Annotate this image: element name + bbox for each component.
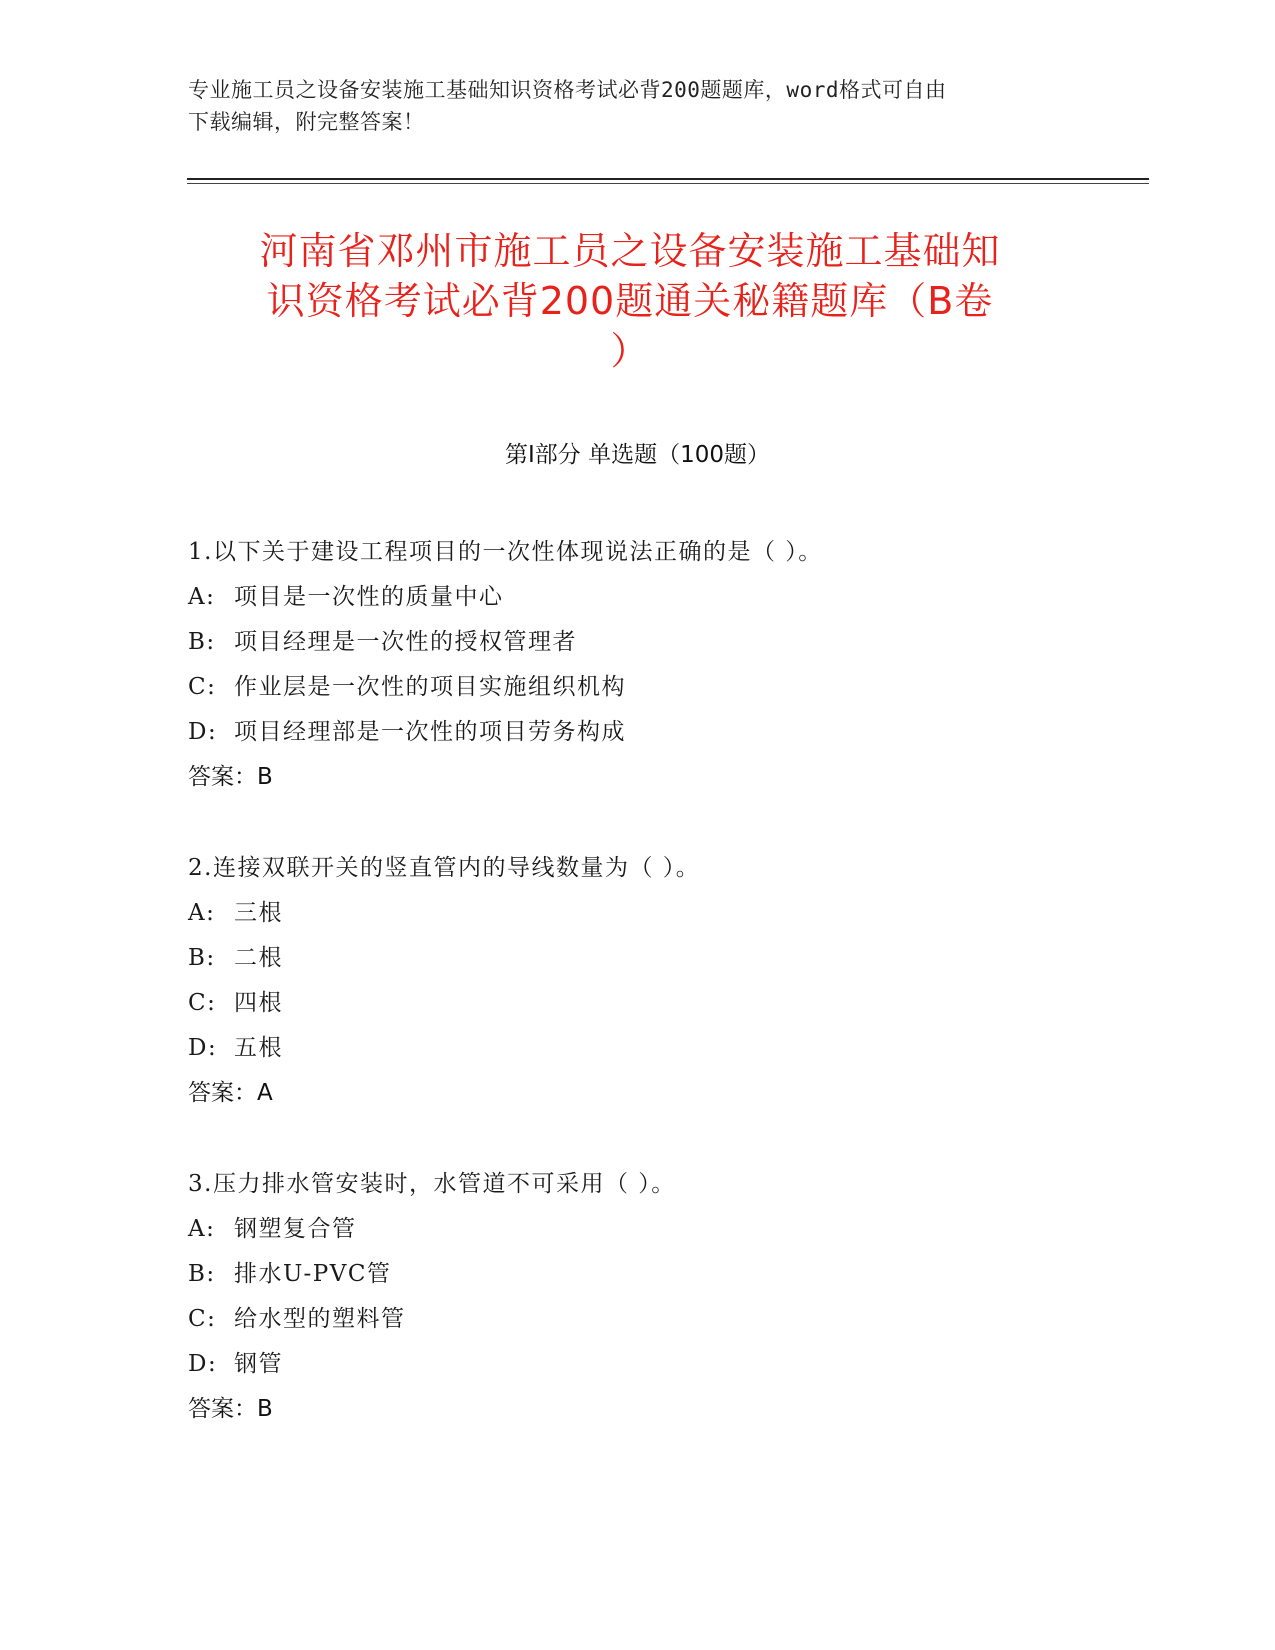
option-d xyxy=(188,1342,1148,1387)
option-text: 五根 xyxy=(234,1035,283,1061)
header-note xyxy=(188,74,1068,138)
answer-value: A xyxy=(257,1080,273,1106)
question-list xyxy=(188,530,1148,1478)
option-text: 钢塑复合管 xyxy=(234,1216,357,1242)
option-text: 项目经理部是一次性的项目劳务构成 xyxy=(234,719,626,745)
option-key: C: xyxy=(188,674,217,700)
option-key: A: xyxy=(188,900,216,926)
header-divider-thin xyxy=(187,183,1149,184)
question-2 xyxy=(188,846,1148,1116)
option-d xyxy=(188,1026,1148,1071)
option-key: D: xyxy=(188,1351,218,1377)
option-key: B: xyxy=(188,945,216,971)
option-text: 作业层是一次性的项目实施组织机构 xyxy=(234,674,626,700)
option-key: B: xyxy=(188,1261,216,1287)
option-d xyxy=(188,710,1148,755)
question-stem: 2.连接双联开关的竖直管内的导线数量为（ ）。 xyxy=(188,855,701,881)
option-text: 四根 xyxy=(234,990,283,1016)
option-text: 二根 xyxy=(234,945,283,971)
option-a xyxy=(188,575,1148,620)
answer-value: B xyxy=(257,764,273,790)
section-title: 第Ⅰ部分 单选题（100题） xyxy=(505,442,770,468)
option-b xyxy=(188,620,1148,665)
option-key: A: xyxy=(188,584,216,610)
option-a xyxy=(188,1207,1148,1252)
header-divider-thick xyxy=(187,178,1149,180)
option-text: 排水U-PVC管 xyxy=(234,1261,392,1287)
option-key: D: xyxy=(188,719,218,745)
answer-line xyxy=(188,1387,1148,1432)
option-text: 项目经理是一次性的授权管理者 xyxy=(234,629,577,655)
option-b xyxy=(188,1252,1148,1297)
question-1 xyxy=(188,530,1148,800)
option-c xyxy=(188,665,1148,710)
option-c xyxy=(188,981,1148,1026)
answer-line xyxy=(188,755,1148,800)
question-stem: 1.以下关于建设工程项目的一次性体现说法正确的是（ ）。 xyxy=(188,539,823,565)
question-stem: 3.压力排水管安装时，水管道不可采用（ ）。 xyxy=(188,1171,676,1197)
document-title-line-1: 河南省邓州市施工员之设备安装施工基础知 xyxy=(259,229,1001,273)
option-a xyxy=(188,891,1148,936)
answer-line xyxy=(188,1071,1148,1116)
option-key: B: xyxy=(188,629,216,655)
answer-label: 答案： xyxy=(188,1080,257,1106)
document-title xyxy=(180,226,1080,376)
option-text: 给水型的塑料管 xyxy=(234,1306,406,1332)
answer-value: B xyxy=(257,1396,273,1422)
option-text: 项目是一次性的质量中心 xyxy=(234,584,504,610)
question-3 xyxy=(188,1162,1148,1432)
header-note-line-1: 专业施工员之设备安装施工基础知识资格考试必背200题题库，word格式可自由 xyxy=(188,78,947,102)
document-title-line-2: 识资格考试必背200题通关秘籍题库（B卷 xyxy=(266,279,994,323)
document-title-line-3: ） xyxy=(610,329,650,373)
option-key: D: xyxy=(188,1035,218,1061)
option-b xyxy=(188,936,1148,981)
option-text: 三根 xyxy=(234,900,283,926)
option-key: C: xyxy=(188,1306,217,1332)
option-key: C: xyxy=(188,990,217,1016)
header-note-line-2: 下载编辑，附完整答案！ xyxy=(188,110,425,134)
answer-label: 答案： xyxy=(188,764,257,790)
answer-label: 答案： xyxy=(188,1396,257,1422)
option-text: 钢管 xyxy=(234,1351,283,1377)
option-key: A: xyxy=(188,1216,216,1242)
option-c xyxy=(188,1297,1148,1342)
